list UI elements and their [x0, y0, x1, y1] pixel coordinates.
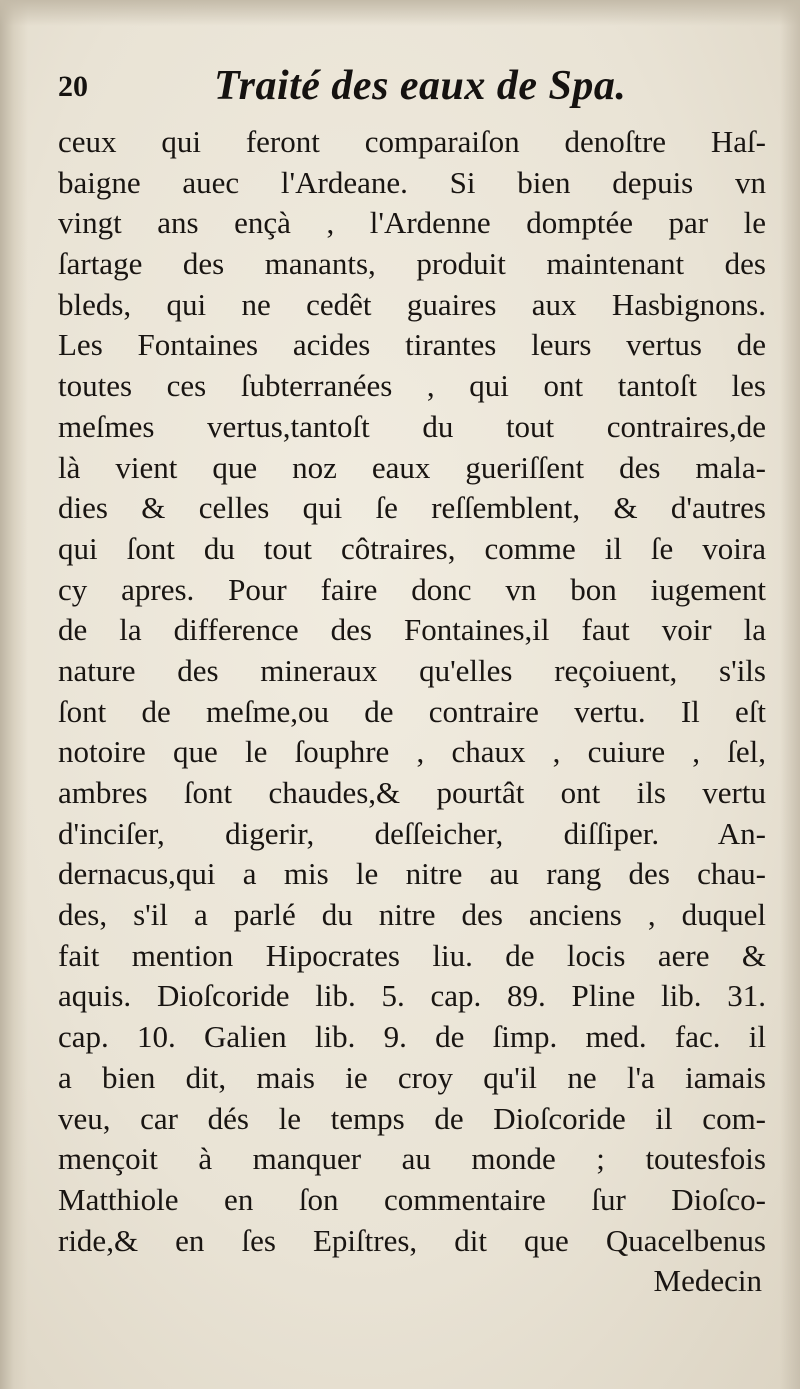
running-title: Traité des eaux de Spa.: [214, 63, 627, 109]
page-edge-shadow-top: [0, 0, 800, 26]
text-line: meſmes vertus,tantoſt du tout contraires,de: [58, 408, 766, 444]
text-line: ſont de meſme,ou de contraire vertu. Il eſt: [58, 693, 766, 729]
text-line: dernacus,qui a mis le nitre au rang des chau-: [58, 856, 766, 892]
text-line: ſartage des manants, produit maintenant des: [58, 246, 766, 282]
text-line: d'inciſer, digerir, deſſeicher, diſſiper. An-: [58, 815, 766, 851]
text-line: nature des mineraux qu'elles reçoiuent, s'ils: [58, 652, 766, 688]
text-line: là vient que noz eaux gueriſſent des mala-: [58, 449, 766, 485]
text-line: fait mention Hipocrates liu. de locis aere &: [58, 937, 766, 973]
text-line: de la difference des Fontaines,il faut voir la: [58, 612, 766, 648]
text-line: qui ſont du tout côtraires, comme il ſe voira: [58, 530, 766, 566]
page-header: [58, 62, 758, 118]
body-text: [58, 122, 766, 1302]
text-line: ambres ſont chaudes,& pourtât ont ils vertu: [58, 775, 766, 810]
text-line: cy apres. Pour faire donc vn bon iugement: [58, 571, 766, 607]
text-line: Matthiole en ſon commentaire ſur Dioſco-: [58, 1181, 766, 1217]
page-edge-shadow-right: [780, 0, 800, 1389]
text-line: bleds, qui ne cedêt guaires aux Hasbignons.: [58, 286, 766, 322]
text-line: mençoit à manquer au monde ; toutesfois: [58, 1141, 766, 1177]
text-line: dies & celles qui ſe reſſemblent, & d'autres: [58, 490, 766, 526]
text-line: Les Fontaines acides tirantes leurs vertus de: [58, 327, 766, 363]
text-line: baigne auec l'Ardeane. Si bien depuis vn: [58, 164, 766, 200]
page-number: 20: [58, 70, 88, 103]
text-line: ride,& en ſes Epiſtres, dit que Quacelbenus: [58, 1222, 766, 1258]
text-line: notoire que le ſouphre , chaux , cuiure , ſel,: [58, 734, 766, 770]
text-line: toutes ces ſubterranées , qui ont tantoſt les: [58, 368, 766, 404]
text-line: veu, car dés le temps de Dioſcoride il com-: [58, 1100, 766, 1136]
page-edge-shadow-left: [0, 0, 28, 1389]
text-line: cap. 10. Galien lib. 9. de ſimp. med. fac. il: [58, 1019, 766, 1055]
text-line: aquis. Dioſcoride lib. 5. cap. 89. Pline lib. 31.: [58, 978, 766, 1014]
text-line: ceux qui feront comparaiſon denoſtre Haſ-: [58, 124, 766, 159]
text-line: vingt ans ençà , l'Ardenne domptée par le: [58, 205, 766, 241]
text-line: Medecin: [653, 1263, 762, 1299]
text-line: des, s'il a parlé du nitre des anciens , duquel: [58, 897, 766, 933]
text-line: a bien dit, mais ie croy qu'il ne l'a iamais: [58, 1059, 766, 1095]
